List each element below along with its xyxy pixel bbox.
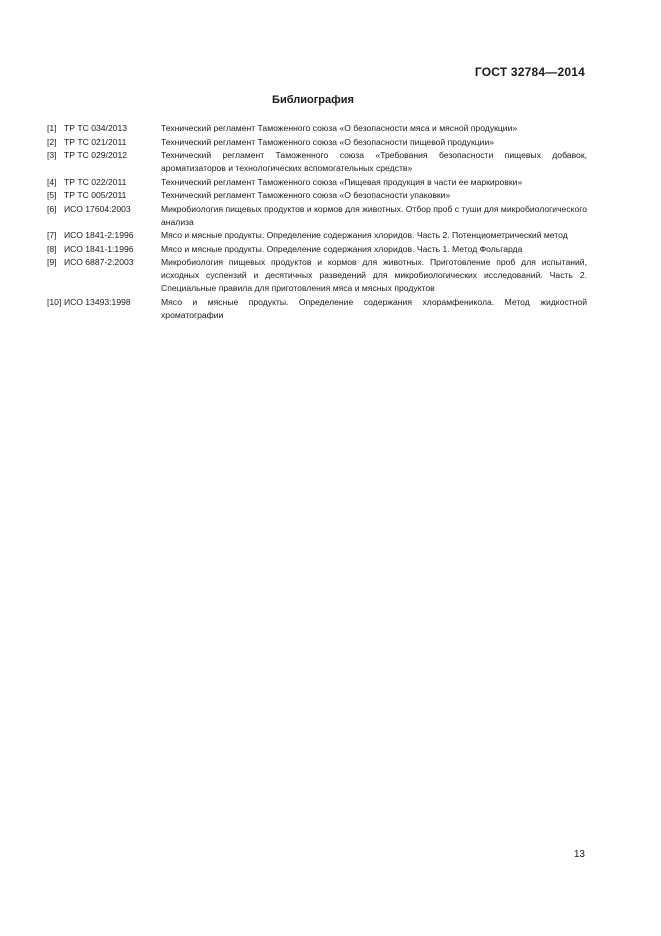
entry-text: Технический регламент Таможенного союза «О безопасности мяса и мясной продукции» xyxy=(161,123,518,133)
entry-code: ИСО 1841-2:1996 xyxy=(64,230,134,240)
entry-number: [1] xyxy=(47,123,57,133)
entry-code: ИСО 1841-1:1996 xyxy=(64,243,134,254)
entry-number: [6] xyxy=(47,203,57,214)
entry-code: ТР ТС 022/2011 xyxy=(64,176,127,187)
bibliography-entry xyxy=(47,256,587,295)
entry-text: Микробиология пищевых продуктов и кормов для животных. Отбор проб с туши для микробиологического анализа xyxy=(161,203,587,227)
entry-text: Технический регламент Таможенного союза «Пищевая продукция в части ее маркировки» xyxy=(161,176,523,187)
bibliography-title: Библиография xyxy=(272,94,354,106)
entry-number: [4] xyxy=(47,176,57,187)
bibliography-entry xyxy=(47,122,587,135)
entry-number: [7] xyxy=(47,230,57,240)
bibliography-entry xyxy=(47,189,587,202)
entry-code: ТР ТС 021/2011 xyxy=(64,136,127,147)
entry-number: [2] xyxy=(47,136,57,147)
entry-text: Микробиология пищевых продуктов и кормов для животных. Приготовление проб для испытаний, исходных суспензий и десятичных разведений для микробиологических исследований. Часть 2. Специальные правила для приготовления мяса и мясных продуктов xyxy=(161,257,587,293)
entry-number: [10] xyxy=(47,296,62,307)
bibliography-entry xyxy=(47,203,587,229)
entry-text: Технический регламент Таможенного союза «Требования безопасности пищевых добавок, ароматизаторов и технологических вспомогательных средств» xyxy=(161,150,587,173)
entry-text: Технический регламент Таможенного союза «О безопасности упаковки» xyxy=(161,190,451,200)
page-number: 13 xyxy=(573,849,585,860)
entry-code: ТР ТС 005/2011 xyxy=(64,190,127,200)
entry-text: Мясо и мясные продукты. Определение содержания хлоридов. Часть 2. Потенциометрический метод xyxy=(161,230,568,240)
entry-code: ТР ТС 029/2012 xyxy=(64,150,128,160)
entry-number: [9] xyxy=(47,257,57,267)
bibliography-entry xyxy=(47,229,587,242)
entry-code: ИСО 6887-2:2003 xyxy=(64,257,134,267)
entry-number: [5] xyxy=(47,190,57,200)
bibliography-entry xyxy=(47,136,587,149)
entry-code: ИСО 13493:1998 xyxy=(64,296,131,307)
entry-number: [8] xyxy=(47,243,57,254)
bibliography-entry xyxy=(47,243,587,256)
entry-text: Мясо и мясные продукты. Определение содержания хлорамфеникола. Метод жидкостной хроматографии xyxy=(161,296,587,320)
standard-code: ГОСТ 32784—2014 xyxy=(474,65,585,79)
bibliography-list xyxy=(47,122,587,322)
bibliography-entry xyxy=(47,176,587,189)
entry-code: ИСО 17604:2003 xyxy=(64,203,131,214)
bibliography-entry xyxy=(47,149,587,175)
entry-code: ТР ТС 034/2013 xyxy=(64,123,128,133)
bibliography-entry xyxy=(47,296,587,322)
entry-text: Технический регламент Таможенного союза «О безопасности пищевой продукции» xyxy=(161,136,495,147)
entry-number: [3] xyxy=(47,150,57,160)
entry-text: Мясо и мясные продукты. Определение содержания хлоридов. Часть 1. Метод Фольгарда xyxy=(161,243,523,254)
